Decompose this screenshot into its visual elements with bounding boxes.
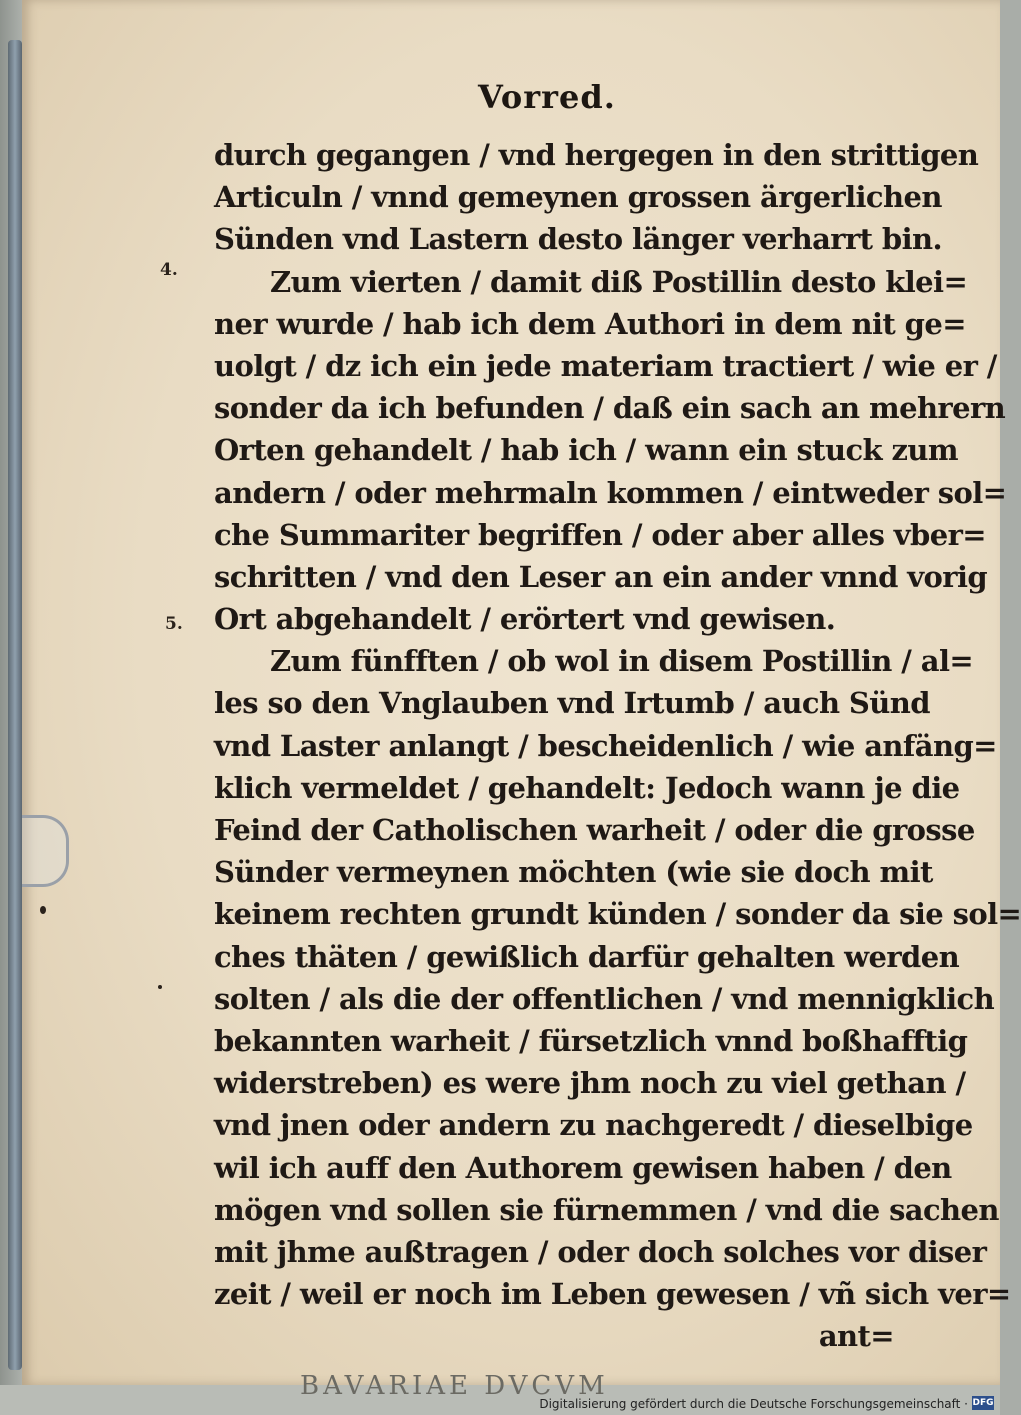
text-line: Articuln / vnnd gemeynen grossen ärgerlichen xyxy=(214,180,942,215)
body-text xyxy=(214,134,1021,1357)
text-line: vnd Laster anlangt / bescheidenlich / wie anfäng= xyxy=(214,728,997,763)
text-line: vnd jnen oder andern zu nachgeredt / dieselbige xyxy=(214,1108,973,1143)
text-line: bekannten warheit / fürsetzlich vnnd boßhafftig xyxy=(214,1023,968,1058)
marginal-number-5: 5. xyxy=(165,614,183,634)
text-line: Sünder vermeynen möchten (wie sie doch mit xyxy=(214,855,933,890)
text-line: zeit / weil er noch im Leben gewesen / vñ sich ver= xyxy=(214,1277,1011,1312)
text-line: uolgt / dz ich ein jede materiam tractiert / wie er / xyxy=(214,348,997,383)
digitization-credit: Digitalisierung gefördert durch die Deutsche Forschungsgemeinschaft · xyxy=(539,1397,968,1411)
ink-spot xyxy=(158,985,162,989)
text-line: Zum vierten / damit diß Postillin desto klei= xyxy=(270,264,968,299)
text-line: sonder da ich befunden / daß ein sach an mehrern xyxy=(214,391,1006,426)
marginal-number-4: 4. xyxy=(160,260,178,280)
running-head: Vorred. xyxy=(478,78,616,116)
text-line: Sünden vnd Lastern desto länger verharrt bin. xyxy=(214,222,943,257)
catchword: ant= xyxy=(818,1319,894,1354)
text-line: che Summariter begriffen / oder aber alles vber= xyxy=(214,517,986,552)
text-line: schritten / vnd den Leser an ein ander vnnd vorig xyxy=(214,559,988,594)
book-spine xyxy=(8,40,22,1370)
dfg-logo: DFG xyxy=(972,1398,994,1408)
text-line: Zum fünfften / ob wol in disem Postillin / al= xyxy=(270,644,974,679)
text-line: Ort abgehandelt / erörtert vnd gewisen. xyxy=(214,602,836,637)
bleed-through-text: BAVARIAE DVCVM xyxy=(300,1371,609,1401)
text-line: mögen vnd sollen sie fürnemmen / vnd die sachen xyxy=(214,1192,999,1227)
text-line: les so den Vnglauben vnd Irtumb / auch Sünd xyxy=(214,686,930,721)
text-line: andern / oder mehrmaln kommen / eintweder sol= xyxy=(214,475,1007,510)
text-line: klich vermeldet / gehandelt: Jedoch wann je die xyxy=(214,770,960,805)
text-line: durch gegangen / vnd hergegen in den strittigen xyxy=(214,138,979,172)
ink-spot xyxy=(40,906,46,914)
text-line: solten / als die der offentlichen / vnd mennigklich xyxy=(214,981,995,1016)
text-line: wil ich auff den Authorem gewisen haben / den xyxy=(214,1150,952,1185)
text-line: widerstreben) es were jhm noch zu viel gethan / xyxy=(214,1066,966,1101)
text-line: mit jhme außtragen / oder doch solches vor diser xyxy=(214,1234,987,1269)
text-line: Orten gehandelt / hab ich / wann ein stuck zum xyxy=(214,433,958,468)
page-clip xyxy=(22,815,69,887)
text-line: ner wurde / hab ich dem Authori in dem nit ge= xyxy=(214,306,966,341)
text-line: keinem rechten grundt künden / sonder da sie sol= xyxy=(214,897,1021,932)
text-line: ches thäten / gewißlich darfür gehalten werden xyxy=(214,939,960,974)
text-line: Feind der Catholischen warheit / oder die grosse xyxy=(214,813,975,847)
